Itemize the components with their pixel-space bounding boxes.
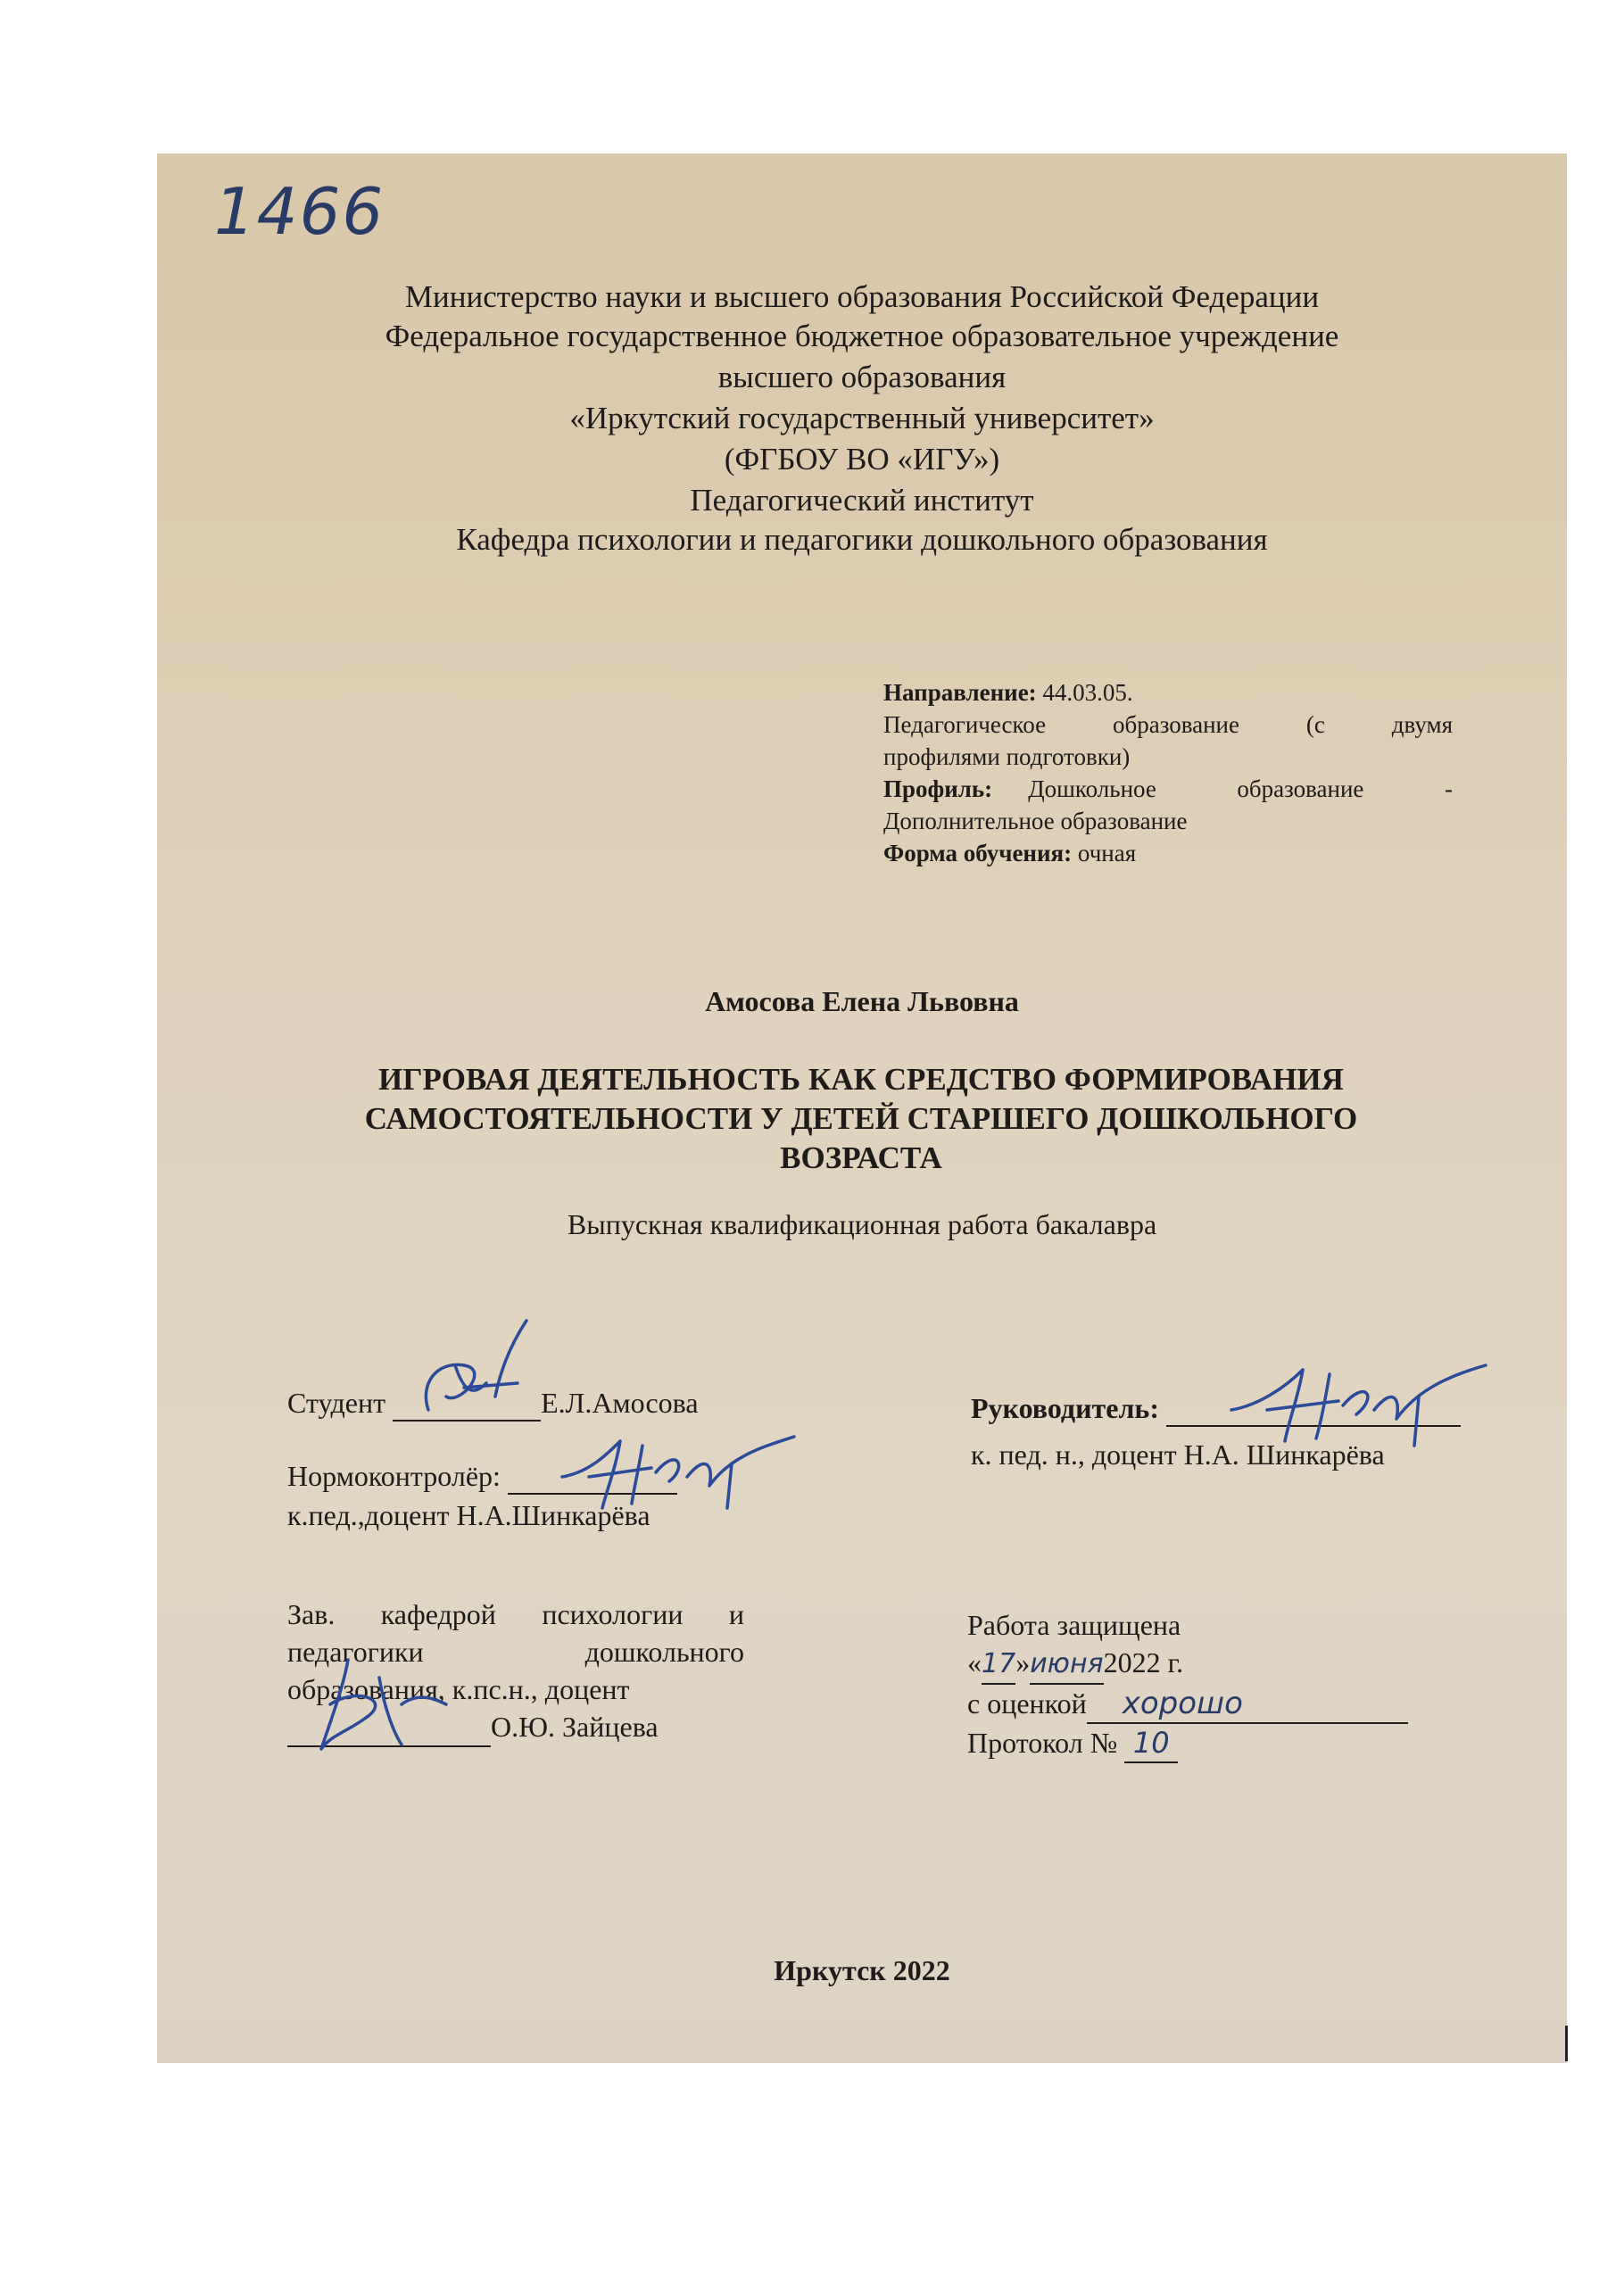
- date-open-quote: «: [967, 1646, 982, 1678]
- header-line-7: Кафедра психологии и педагогики дошкольного образования: [456, 522, 1268, 557]
- student-signature: [410, 1312, 553, 1428]
- defense-date-row: [967, 1644, 1431, 1685]
- supervisor-name: к. пед. н., доцент Н.А. Шинкарёва: [971, 1438, 1385, 1471]
- grade-label: с оценкой: [967, 1687, 1087, 1720]
- direction-line-3: профилями подготовки): [883, 743, 1131, 770]
- title-line-3: ВОЗРАСТА: [780, 1140, 942, 1175]
- grade-value: хорошо: [1087, 1685, 1408, 1724]
- student-label: Студент: [287, 1387, 386, 1419]
- protocol-number: 10: [1124, 1724, 1178, 1763]
- normcontrol-signature: [553, 1428, 803, 1517]
- page-edge-mark: [1565, 2026, 1568, 2061]
- archive-number: 1466: [214, 174, 385, 249]
- form-value: очная: [1077, 840, 1137, 866]
- supervisor-signature: [1222, 1356, 1490, 1455]
- head-line-2: педагогики дошкольного: [287, 1636, 744, 1668]
- header-line-1: Министерство науки и высшего образования Российской Федерации: [404, 279, 1320, 314]
- direction-line-2: Педагогическое образование (с двумя: [883, 711, 1453, 738]
- form-label: Форма обучения:: [883, 840, 1073, 866]
- student-name: Е.Л.Амосова: [541, 1387, 699, 1419]
- work-type: Выпускная квалификационная работа бакалавра: [567, 1208, 1157, 1240]
- profile-label: Профиль:: [883, 775, 993, 802]
- profile-row: [883, 773, 1453, 805]
- head-name: О.Ю. Зайцева: [491, 1711, 659, 1743]
- defense-day: 17: [982, 1645, 1015, 1685]
- head-line-3: образования, к.пс.н., доцент: [287, 1673, 630, 1705]
- defense-grade-row: [967, 1685, 1431, 1724]
- header-line-5: (ФГБОУ ВО «ИГУ»): [724, 442, 1000, 477]
- title-line-2: САМОСТОЯТЕЛЬНОСТИ У ДЕТЕЙ СТАРШЕГО ДОШКОЛЬНОГО: [364, 1101, 1358, 1136]
- profile-line-2: Дополнительное образование: [883, 808, 1188, 834]
- supervisor-label: Руководитель:: [971, 1392, 1159, 1424]
- defense-block: [967, 1606, 1431, 1763]
- protocol-label: Протокол №: [967, 1727, 1118, 1759]
- profile-value: Дошкольное образование -: [1028, 775, 1453, 802]
- defense-month: июня: [1030, 1645, 1103, 1685]
- header-line-6: Педагогический институт: [690, 483, 1034, 518]
- header-line-2: Федеральное государственное бюджетное образовательное учреждение: [385, 319, 1339, 353]
- city-year: Иркутск 2022: [774, 1954, 950, 1986]
- author-name: Амосова Елена Львовна: [705, 985, 1019, 1017]
- header-line-4: «Иркутский государственный университет»: [569, 401, 1155, 435]
- title-line-1: ИГРОВАЯ ДЕЯТЕЛЬНОСТЬ КАК СРЕДСТВО ФОРМИРОВАНИЯ: [378, 1062, 1344, 1097]
- header-line-3: высшего образования: [717, 360, 1007, 394]
- head-line-1: Зав. кафедрой психологии и: [287, 1598, 744, 1630]
- form-row: [883, 837, 1453, 869]
- date-close-quote: »: [1015, 1646, 1031, 1678]
- protocol-row: [967, 1724, 1431, 1763]
- defense-label: Работа защищена: [967, 1609, 1181, 1641]
- normcontrol-name: к.пед.,доцент Н.А.Шинкарёва: [287, 1499, 650, 1531]
- program-block: [883, 676, 1453, 869]
- direction-row: [883, 676, 1453, 709]
- thesis-title: [303, 1060, 1419, 1178]
- direction-value: 44.03.05.: [1042, 679, 1133, 706]
- direction-label: Направление:: [883, 679, 1037, 706]
- normcontrol-label: Нормоконтролёр:: [287, 1460, 501, 1492]
- defense-year: 2022 г.: [1103, 1646, 1184, 1678]
- head-signature: [294, 1651, 455, 1758]
